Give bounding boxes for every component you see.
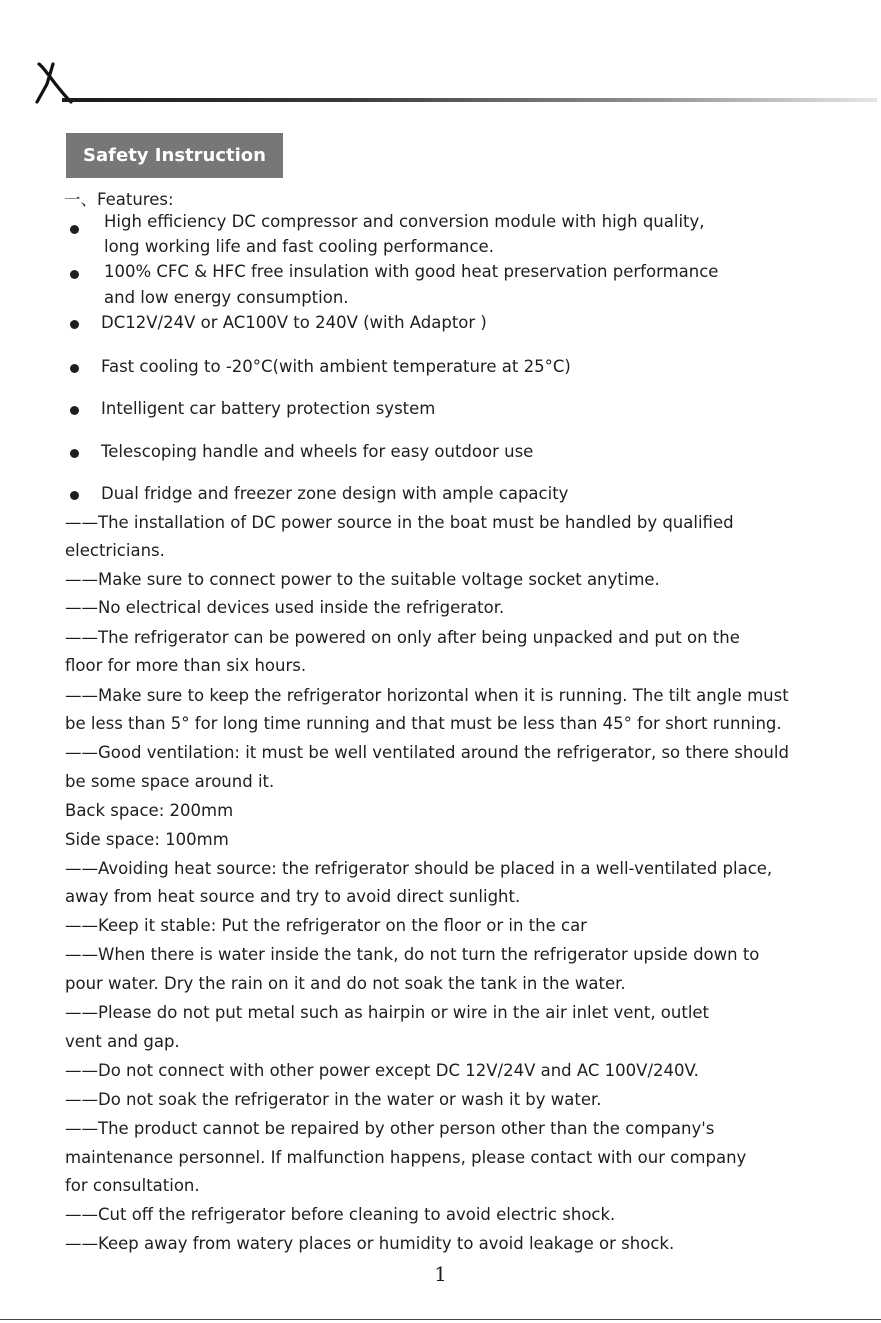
bullet-icon xyxy=(70,270,79,279)
page-number: 1 xyxy=(434,1262,447,1286)
feature-item: Dual fridge and freezer zone design with ample capacity xyxy=(101,484,569,503)
instruction-line: ——Avoiding heat source: the refrigerator should be placed in a well-ventilated place, xyxy=(65,859,773,878)
instruction-line: floor for more than six hours. xyxy=(65,656,307,675)
bullet-icon xyxy=(70,364,79,373)
instruction-line: ——Do not connect with other power except DC 12V/24V and AC 100V/240V. xyxy=(65,1061,699,1080)
instruction-line: ——Cut off the refrigerator before cleaning to avoid electric shock. xyxy=(65,1205,616,1224)
bullet-icon xyxy=(70,225,79,234)
instruction-line: ——Make sure to connect power to the suitable voltage socket anytime. xyxy=(65,570,660,589)
instruction-line: ——Make sure to keep the refrigerator horizontal when it is running. The tilt angle must xyxy=(65,686,789,705)
feature-item: High efficiency DC compressor and conversion module with high quality, xyxy=(104,212,705,231)
bullet-icon xyxy=(70,320,79,329)
bullet-icon xyxy=(70,449,79,458)
feature-item: Telescoping handle and wheels for easy outdoor use xyxy=(101,442,534,461)
instruction-line: ——The refrigerator can be powered on only after being unpacked and put on the xyxy=(65,628,740,647)
header-rule xyxy=(62,98,877,102)
instruction-line: ——No electrical devices used inside the refrigerator. xyxy=(65,598,505,617)
instruction-line: away from heat source and try to avoid direct sunlight. xyxy=(65,887,521,906)
instruction-line: pour water. Dry the rain on it and do not soak the tank in the water. xyxy=(65,974,626,993)
instruction-line: vent and gap. xyxy=(65,1032,180,1051)
feature-item: Intelligent car battery protection system xyxy=(101,399,436,418)
instruction-line: ——Keep away from watery places or humidity to avoid leakage or shock. xyxy=(65,1234,675,1253)
instruction-line: maintenance personnel. If malfunction happens, please contact with our company xyxy=(65,1148,747,1167)
instruction-line: ——The installation of DC power source in the boat must be handled by qualified xyxy=(65,513,734,532)
instruction-line: Side space: 100mm xyxy=(65,830,229,849)
feature-item-continued: long working life and fast cooling performance. xyxy=(104,237,494,256)
instruction-line: ——Please do not put metal such as hairpin or wire in the air inlet vent, outlet xyxy=(65,1003,710,1022)
bottom-rule xyxy=(0,1319,881,1320)
instruction-line: for consultation. xyxy=(65,1176,200,1195)
instruction-line: ——Do not soak the refrigerator in the water or wash it by water. xyxy=(65,1090,602,1109)
instruction-line: Back space: 200mm xyxy=(65,801,234,820)
instruction-line: be some space around it. xyxy=(65,772,275,791)
feature-item: DC12V/24V or AC100V to 240V (with Adaptor ) xyxy=(101,313,487,332)
instruction-line: ——When there is water inside the tank, do not turn the refrigerator upside down to xyxy=(65,945,760,964)
feature-item: Fast cooling to -20°C(with ambient temperature at 25°C) xyxy=(101,357,571,376)
instruction-line: ——The product cannot be repaired by other person other than the company's xyxy=(65,1119,715,1138)
bullet-icon xyxy=(70,406,79,415)
feature-item: 100% CFC & HFC free insulation with good heat preservation performance xyxy=(104,262,719,281)
instruction-line: ——Keep it stable: Put the refrigerator on the floor or in the car xyxy=(65,916,587,935)
instruction-line: electricians. xyxy=(65,541,165,560)
instruction-line: ——Good ventilation: it must be well ventilated around the refrigerator, so there should xyxy=(65,743,789,762)
feature-item-continued: and low energy consumption. xyxy=(104,288,349,307)
bullet-icon xyxy=(70,491,79,500)
features-heading: 一、Features: xyxy=(64,190,174,209)
section-badge: Safety Instruction xyxy=(66,133,283,178)
instruction-line: be less than 5° for long time running and that must be less than 45° for short running. xyxy=(65,714,782,733)
